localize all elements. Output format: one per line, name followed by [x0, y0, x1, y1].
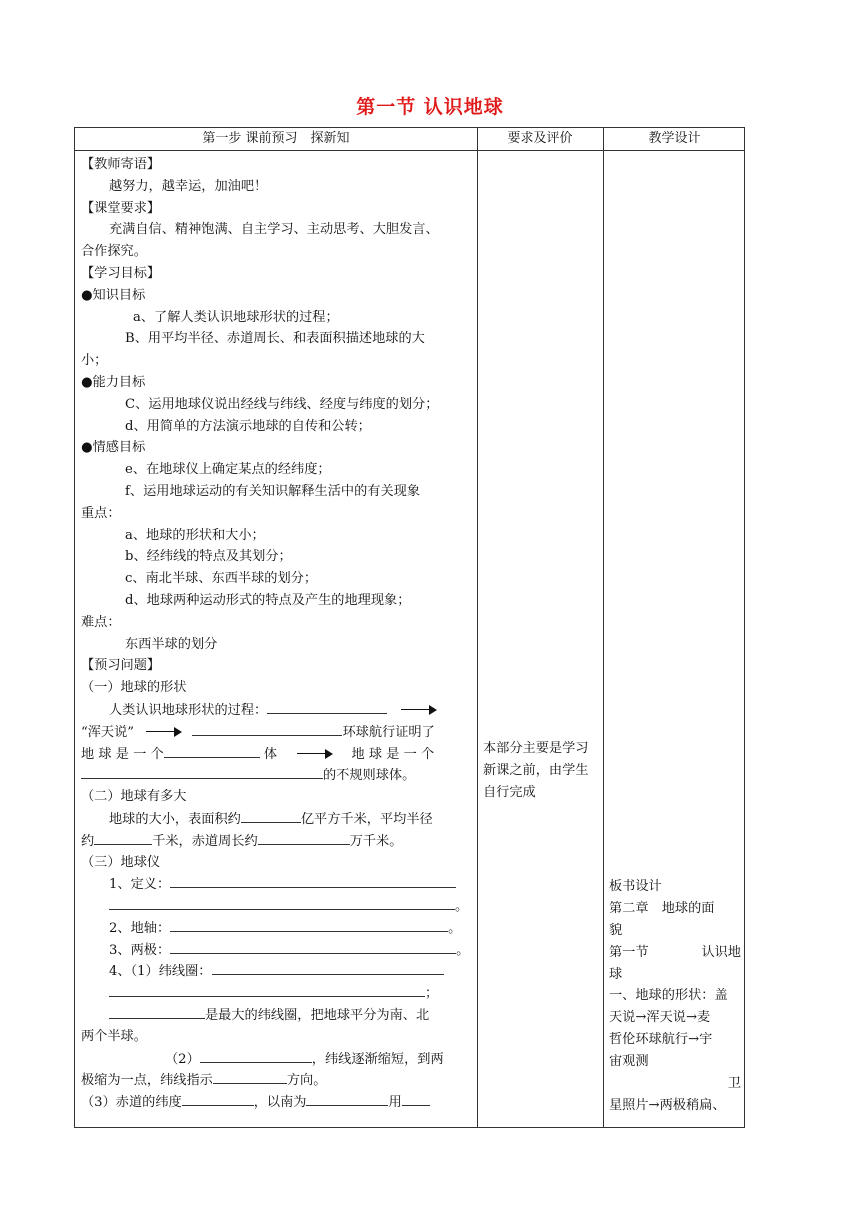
- text-line: 小；: [81, 353, 108, 369]
- question-text: ，纬线逐渐缩短，到两: [311, 1051, 444, 1067]
- question-text: 的不规则球体。: [323, 768, 416, 784]
- question-text: 千米，赤道周长约: [152, 833, 258, 849]
- question-text: 极缩为一点，纬线指示: [81, 1073, 213, 1089]
- board-design: [609, 876, 741, 1117]
- question-line: [81, 873, 473, 895]
- question-line: [81, 721, 473, 743]
- question-text: ，以南为: [253, 1095, 307, 1111]
- blank: [109, 895, 455, 910]
- header-design: 教学设计: [648, 131, 701, 146]
- question-line: [81, 895, 473, 917]
- key-points-heading: 重点：: [81, 505, 121, 521]
- page-title: 第一节 认识地球: [356, 96, 504, 118]
- blank: [170, 939, 456, 954]
- blank: [109, 982, 425, 997]
- question-text: 1、定义：: [109, 877, 171, 893]
- question-line: [81, 830, 473, 852]
- question-line: [81, 1004, 473, 1026]
- blank: [402, 1091, 430, 1106]
- arrow-icon: [146, 727, 182, 737]
- header-divider: [75, 150, 744, 151]
- question-line: [81, 699, 473, 721]
- question-heading: （二）地球有多大: [81, 789, 187, 805]
- arrow-icon: [297, 749, 333, 759]
- blank: [94, 830, 152, 845]
- question-text: 3、两极：: [109, 942, 171, 958]
- blank: [81, 764, 323, 779]
- question-text: 人类认识地球形状的过程：: [109, 702, 268, 718]
- goal-item: a、了解人类认识地球形状的过程；: [133, 309, 339, 325]
- difficulty-heading: 难点：: [81, 614, 121, 630]
- question-text: （3）赤道的纬度: [81, 1095, 182, 1111]
- section-heading: 【预习问题】: [81, 658, 161, 674]
- key-point: b、经纬线的特点及其划分；: [125, 549, 292, 565]
- question-text: 方向。: [286, 1073, 327, 1089]
- question-line: [81, 1048, 473, 1070]
- goal-item: B、用平均半径、赤道周长、和表面积描述地球的大: [125, 331, 425, 347]
- question-text: 4、（1）纬线圈：: [109, 964, 212, 980]
- question-text: 亿平方千米，平均半径: [300, 811, 433, 827]
- key-point: a、地球的形状和大小；: [125, 527, 265, 543]
- question-text: 地球的大小，表面积约: [109, 811, 241, 827]
- question-text: 用: [388, 1095, 402, 1111]
- section-heading: 【学习目标】: [81, 265, 161, 281]
- preview-content: [81, 154, 473, 1113]
- column-divider: [603, 128, 604, 1127]
- header-requirement: 要求及评价: [507, 131, 573, 146]
- text-line: 越努力，越幸运，加油吧！: [109, 178, 268, 194]
- goal-heading: ●情感目标: [81, 440, 146, 456]
- goal-item: e、在地球仪上确定某点的经纬度；: [125, 462, 331, 478]
- question-line: [81, 960, 473, 982]
- design-line: [609, 942, 741, 964]
- design-line: 球: [609, 966, 623, 982]
- question-line: [81, 808, 473, 830]
- question-text: 约: [81, 833, 95, 849]
- arrow-icon: [401, 705, 437, 715]
- blank: [200, 1048, 312, 1063]
- blank: [241, 808, 301, 823]
- header-preview: 第一步 课前预习 探新知: [202, 131, 350, 146]
- question-text: （2）: [165, 1051, 200, 1067]
- blank: [192, 721, 342, 736]
- question-text: 。: [455, 899, 469, 915]
- section-heading: 【课堂要求】: [81, 200, 161, 216]
- goal-item: f、运用地球运动的有关知识解释生活中的有关现象: [125, 483, 421, 499]
- requirement-text: 本部分主要是学习新课之前，由学生自行完成: [483, 741, 589, 800]
- blank: [212, 960, 444, 975]
- design-line: 第二章 地球的面: [609, 900, 715, 916]
- question-text: ；: [425, 986, 439, 1002]
- design-line: 星照片→两极稍扁、: [609, 1097, 726, 1113]
- design-line: 卫: [727, 1076, 741, 1092]
- question-text: 是最大的纬线圈，把地球平分为南、北: [205, 1008, 430, 1024]
- difficulty-item: 东西半球的划分: [125, 636, 218, 652]
- text-line: 充满自信、精神饱满、自主学习、主动思考、大胆发言、: [109, 222, 439, 238]
- design-line: 哲伦环球航行→宇: [609, 1032, 713, 1048]
- goal-heading: ●知识目标: [81, 287, 146, 303]
- lesson-table: [74, 127, 745, 1128]
- text-line: 合作探究。: [81, 244, 147, 260]
- goal-item: d、用简单的方法演示地球的自传和公转；: [125, 418, 371, 434]
- blank: [109, 1004, 205, 1019]
- design-line: 一、地球的形状：盖: [609, 988, 728, 1004]
- question-heading: （一）地球的形状: [81, 680, 187, 696]
- question-heading: （三）地球仪: [81, 854, 161, 870]
- question-line: [81, 743, 473, 765]
- section-heading: 【教师寄语】: [81, 157, 161, 172]
- blank: [164, 743, 260, 758]
- blank: [170, 873, 456, 888]
- blank: [267, 699, 387, 714]
- goal-heading: ●能力目标: [81, 374, 146, 390]
- question-text: “浑天说”: [81, 724, 135, 740]
- question-text: 地 球 是 一 个: [351, 746, 435, 762]
- design-text: 第一节: [609, 944, 649, 960]
- design-line: 天说→浑天说→麦: [609, 1010, 711, 1026]
- question-text: 2、地轴：: [109, 920, 171, 936]
- blank: [170, 917, 448, 932]
- question-line: [81, 917, 473, 939]
- key-point: c、南北半球、东西半球的划分；: [125, 571, 318, 587]
- design-text: 认识地: [701, 944, 741, 960]
- question-text: 。: [448, 920, 462, 936]
- question-line: [81, 1069, 473, 1091]
- goal-item: C、运用地球仪说出经线与纬线、经度与纬度的划分；: [125, 396, 439, 412]
- question-text: 体: [263, 746, 278, 762]
- design-line: 貌: [609, 922, 623, 938]
- question-line: [81, 1091, 473, 1113]
- question-text: 地 球 是 一 个: [81, 746, 164, 762]
- question-text: 。: [456, 942, 470, 958]
- question-line: [81, 982, 473, 1004]
- column-divider: [477, 128, 478, 1127]
- design-line: 板书设计: [609, 879, 662, 894]
- design-line: 宙观测: [609, 1054, 649, 1070]
- question-text: 万千米。: [349, 833, 403, 849]
- text-line: 两个半球。: [81, 1028, 147, 1044]
- blank: [182, 1091, 254, 1106]
- question-text: 环球航行证明了: [342, 724, 435, 740]
- blank: [306, 1091, 388, 1106]
- key-point: d、地球两种运动形式的特点及产生的地理现象；: [125, 592, 411, 608]
- question-line: [81, 764, 473, 786]
- blank: [258, 830, 350, 845]
- blank: [213, 1069, 287, 1084]
- question-line: [81, 939, 473, 961]
